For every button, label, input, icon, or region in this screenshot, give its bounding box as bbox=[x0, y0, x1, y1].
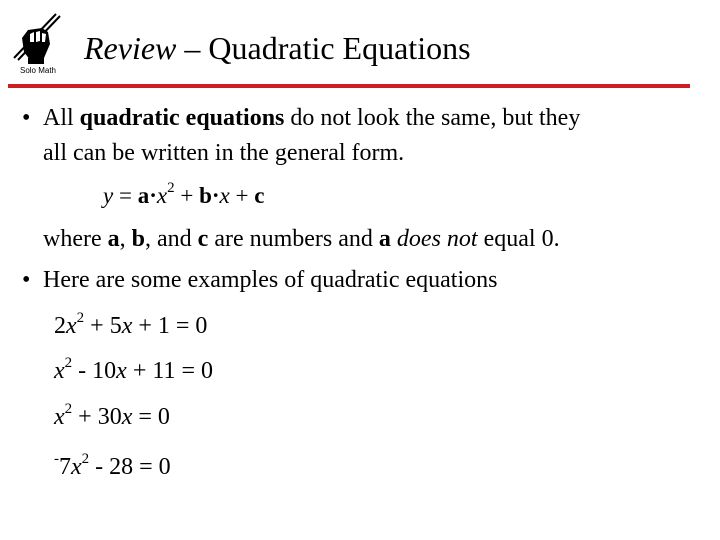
example-equation-3 bbox=[54, 403, 170, 431]
negative-sign: - bbox=[54, 451, 59, 467]
text-run: equal 0. bbox=[477, 226, 560, 252]
bullet-1-line-2: all can be written in the general form. bbox=[43, 140, 405, 166]
dot: · bbox=[149, 183, 157, 208]
var-x: x bbox=[121, 404, 133, 430]
var-x: x bbox=[54, 358, 65, 384]
equals: = bbox=[113, 183, 138, 208]
bold-c: c bbox=[197, 226, 209, 252]
plus: + bbox=[174, 183, 200, 208]
exponent: 2 bbox=[167, 180, 175, 196]
title-rest: – Quadratic Equations bbox=[176, 30, 471, 66]
text-run: do not look the same, but they bbox=[284, 105, 581, 131]
var-x: x bbox=[219, 183, 230, 208]
var-x: x bbox=[66, 313, 77, 339]
term: - 10 bbox=[72, 358, 117, 384]
text-run: All bbox=[43, 105, 80, 131]
exponent: 2 bbox=[81, 451, 90, 467]
term: + 5 bbox=[84, 313, 122, 339]
text-run: , and bbox=[145, 226, 198, 252]
bullet-symbol: • bbox=[22, 105, 31, 131]
bullet-symbol: • bbox=[22, 267, 31, 293]
page-title bbox=[84, 30, 471, 67]
var-y: y bbox=[103, 183, 114, 208]
coef-b: b bbox=[199, 183, 212, 208]
text-run: where bbox=[43, 226, 108, 252]
coefficient: 2 bbox=[54, 313, 66, 339]
exponent: 2 bbox=[64, 401, 73, 417]
title-italic: Review bbox=[84, 30, 177, 66]
example-equation-4 bbox=[54, 453, 171, 481]
dot: · bbox=[211, 183, 220, 208]
general-form-formula bbox=[103, 182, 264, 210]
where-line bbox=[43, 225, 560, 253]
text-run: , bbox=[119, 226, 132, 252]
exponent: 2 bbox=[64, 355, 73, 371]
bold-term: quadratic equations bbox=[79, 105, 285, 131]
term: - 28 = 0 bbox=[89, 454, 171, 480]
plus: + bbox=[229, 183, 255, 208]
example-equation-1 bbox=[54, 312, 207, 340]
term: + 11 = 0 bbox=[126, 358, 213, 384]
logo-caption: Solo Math bbox=[19, 66, 57, 75]
coef-c: c bbox=[254, 183, 265, 208]
example-equation-2 bbox=[54, 357, 213, 385]
var-x: x bbox=[54, 404, 65, 430]
bullet-1-line-1 bbox=[43, 104, 580, 132]
bullet-2-text: Here are some examples of quadratic equations bbox=[43, 267, 498, 293]
term: + 1 = 0 bbox=[132, 313, 208, 339]
var-x: x bbox=[116, 358, 127, 384]
title-divider bbox=[8, 84, 690, 88]
exponent: 2 bbox=[76, 310, 85, 326]
term: + 30 bbox=[72, 404, 122, 430]
coef-a: a bbox=[137, 183, 150, 208]
italic-phrase: does not bbox=[396, 226, 478, 252]
term: = 0 bbox=[132, 404, 170, 430]
bold-a: a bbox=[107, 226, 120, 252]
bold-b: b bbox=[131, 226, 145, 252]
text-run: are numbers and bbox=[208, 226, 379, 252]
var-x: x bbox=[121, 313, 133, 339]
coefficient: 7 bbox=[59, 454, 71, 480]
bold-a: a bbox=[378, 226, 391, 252]
var-x: x bbox=[71, 454, 82, 480]
var-x: x bbox=[156, 183, 168, 208]
